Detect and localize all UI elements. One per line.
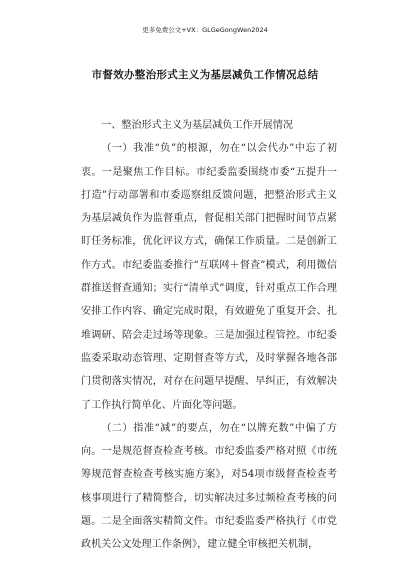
document-title: 市督效办整治形式主义为基层减负工作情况总结: [91, 69, 319, 81]
header-note: 更多免费公文+VX：GLGeGongWen2024: [142, 26, 268, 34]
body-paragraph: （一）我准“负”的根源，勿在“以会代办”中忘了初衷。一是聚焦工作目标。市纪委监委围绕市委“五提升一打造”行动部署和市委巡察组反馈问题，把整治形式主义为基层减负作为监督重点，督促相关部门把握时间节点紧盯任务标准，优化评议方式，确保工作质量。二是创新工作方式。市纪委监委推行“互联网＋督查”模式，利用微信群推送督查通知；实行“清单式”调度，针对重点工作合理安排工作内容、确定完成时限，有效避免了重复开会、扎堆调研、陪会走过场等现象。三是加强过程管控。市纪委监委采取动态管理、定期督查等方式，及时掌握各地各部门贯彻落实情况，对存在问题早提醒、早纠正，有效解决了工作执行简单化、片面化等问题。: [81, 143, 337, 411]
section-heading: 一、整治形式主义为基层减负工作开展情况: [101, 120, 293, 131]
body-paragraph: （二）指准“减”的要点，勿在“以牌充数”中偏了方向。一是规范督查检查考核。市纪委监委严格对照《市统筹规范督查检查考核实施方案》，对54项市级督查检查考核事项进行了精简整合，切实解决过多过频检查考核的问题。二是全面落实精简文件。市纪委监委严格执行《市党政机关公文处理工作条例》，建立健全审核把关机制，: [81, 422, 337, 551]
document-body: [81, 114, 337, 557]
